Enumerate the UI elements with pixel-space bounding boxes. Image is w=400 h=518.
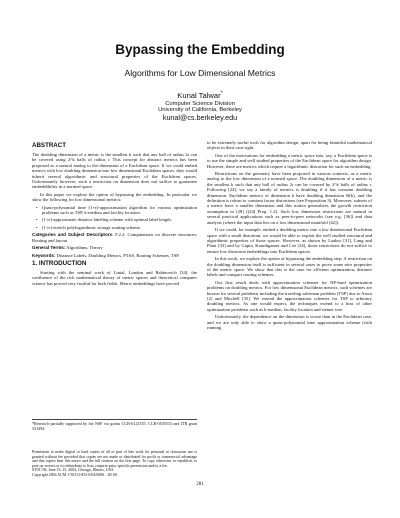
right-paragraph-7: Unfortunately, the dependence on the dimension is worse than in the Euclidean case, and we are only able to show a quasi-polynomial time approximation scheme (with running [207,314,372,330]
copyright-line: Copyright 2004 ACM 1-58113-852-0/04/0006 ...$5.00. [32,472,118,477]
conference-line: STOC'04, June 13–15, 2004, Chicago, Illinois, USA. [32,468,115,473]
right-paragraph-2: One of the motivations for embedding a metric space into, say, a Euclidean space is to use the simple and well studied properties of the Euclidean space for algorithm design. However, there are metrics which require a logarithmic distortion for such an embedding. [207,152,372,169]
paper-subtitle: Algorithms for Low Dimensional Metrics [124,68,276,78]
author-block [0,92,400,122]
copyright-notice [32,450,197,478]
result-item-routing: • (1+ε)-stretch polylogarithmic storage routing scheme. [42,225,197,230]
left-column [32,140,197,288]
result-item-ptas: • Quasi-polynomial time (1+ε)-approximation algorithm for various optimization problems such as TSP, k-median and facility location. [42,205,197,216]
results-list [32,205,197,231]
keywords-line: Keywords: Distance Labels, Doubling Metrics, PTAS, Routing Schemes, TSP. [32,252,180,258]
abstract-paragraph-1: The doubling dimension of a metric is the smallest k such that any ball of radius 2r can be covered using 2^k balls of radius r. This concept for abstract metrics has been proposed as a natural analog to the dimension of a Euclidean space. If we could embed metrics with low doubling dimension into low dimensional Euclidean spaces, they would inherit several algorithmic and structural properties of the Euclidean spaces. Unfortunately however, such a restriction on dimension does not suffice to guarantee embeddibility in a normed space. [32,152,197,190]
categories-line: Categories and Subject Descriptors: F.2.2: Computations on discrete structures; Routing and layout [32,232,197,243]
abstract-heading: ABSTRACT [32,142,67,149]
introduction-heading: 1. INTRODUCTION [32,259,87,267]
funding-footnote: *Research partially supported by the NSF via grants CCR-0121555, CCR-0105533 and ITR grant 331494. [32,421,197,431]
affiliation-department: Computer Science Division [165,100,235,107]
general-terms-line: General Terms: Algorithms, Theory [32,245,103,251]
right-column [207,140,372,332]
right-paragraph-4: If we could, for example, embed a doubling metric into a low dimensional Euclidean space with a small distortion, we would be able to exploit the well studied structural and algorithmic properties of those spaces. However, as shown by Laakso [31], Lang and Plaut [33] and by Gupta, Krauthgamer and Lee [24], those restrictions do not suffice to ensure low distortion embeddings into Euclidean spaces. [207,227,372,254]
author-name: Kunal Talwar* [177,90,223,100]
permission-text: Permission to make digital or hard copies of all or part of this work for personal or classroom use is granted without fee provided that copies are not made or distributed for profit or commercial advantage and that copies bear this notice and the full citation on the first page. To copy otherwise, to republish, to post on servers or to redistribute to lists, requires prior specific permission and/or a fee. [32,450,197,468]
right-paragraph-5: In this work, we explore the option of bypassing the embedding step. A restriction on the doubling dimension itself is sufficient in several cases to prove some nice properties of the metric space. We show that this is the case for efficient optimization, distance labels and compact routing schemes. [207,256,372,278]
page-number: 281 [196,482,204,487]
result-item-labeling: • (1+ε)-approximate distance labeling scheme with optimal label length. [42,217,197,222]
right-paragraph-3: Restrictions on the geometry have been proposed in various contexts, as a metric analog to the low dimension of a normed space. The doubling dimension of a metric is the smallest k such that any ball of radius 2r can be covered by 2^k balls of radius r. Following [24], we say a family of metrics is doubling if it has constant doubling dimension. Euclidean metrics of dimension k have doubling dimension Θ(k), and the definition is robust to constant factor distortions (see Proposition 3). Moreover, subsets of a metric have a smaller dimension and this notion generalizes the growth restriction assumption in [28] ([24] Prop. 1.2). Such low dimension restrictions are natural in several practical applications such as peer-to-peer networks (see e.g. [36]) and data analysis (where the input data lies on a low dimensional manifold [42]). [207,171,372,225]
introduction-paragraph-1: Starting with the seminal work of Linial, London and Rabinovich [34], the confluence of the rich mathematical theory of metric spaces and theoretical computer science has proved very fruitful for both fields. Metric embeddings have proved [32,269,197,286]
paper-title: Bypassing the Embedding [115,42,285,57]
author-email: kunal@cs.berkeley.edu [162,113,238,123]
right-paragraph-1: to be extremely useful tools for algorithm design, apart for being beautiful mathematical objects in their own right. [207,140,372,151]
author-footnote-mark: * [220,90,223,97]
right-paragraph-6: Our first result deals with approximation schemes for NP-hard optimization problems on doubling metrics. For low dimensional Euclidean metrics, such schemes are known for several problems including the traveling salesman problem (TSP) due to Arora [2] and Mitchell [35]. We extend the approximation schemes for TSP to arbitrary doubling metrics. As one would expect, the techniques extend to a host of other optimization problems such as k-median, facility location and steiner tree. [207,279,372,312]
abstract-paragraph-2: In this paper we explore the option of bypassing the embedding. In particular we show the following for low dimensional metrics: [32,191,197,203]
affiliation-university: University of California, Berkeley [158,107,242,114]
